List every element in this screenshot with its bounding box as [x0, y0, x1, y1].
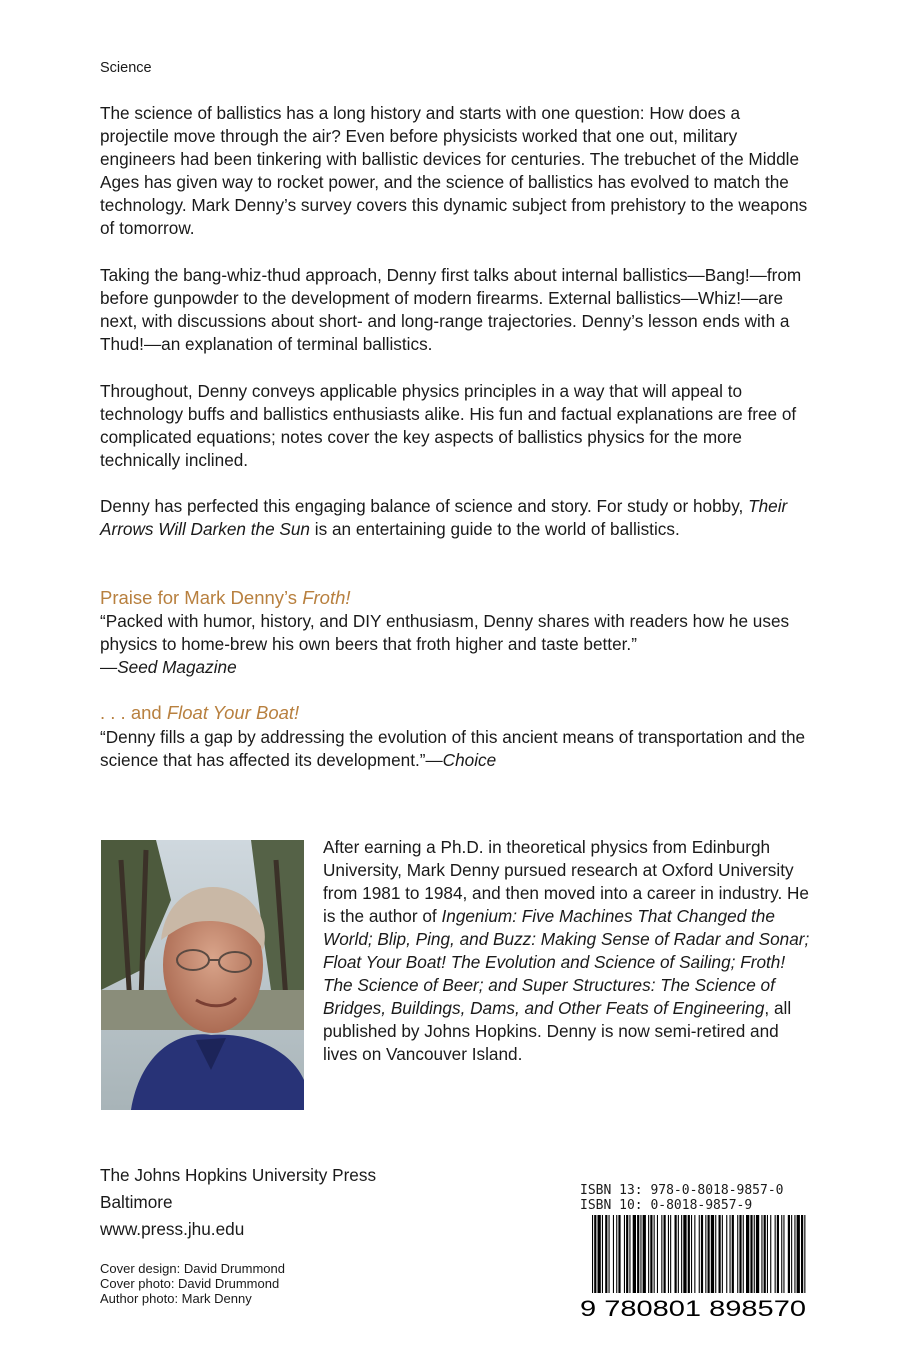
praise-heading-title: Float Your Boat! [166, 702, 300, 723]
description-paragraph-3: Throughout, Denny conveys applicable physics principles in a way that will appeal to technology buffs and ballistics enthusiasts alike. His fun and factual explanations are free of complicated equations; notes cover the key aspects of ballistics physics for the more technically inclined. [100, 381, 797, 470]
credits-block [100, 1261, 285, 1306]
quote-source: Choice [442, 750, 497, 770]
author-photo [101, 840, 304, 1110]
isbn-13: ISBN 13: 978-0-8018-9857-0 [580, 1183, 784, 1198]
bio-outro: , all published by Johns Hopkins. Denny is now semi-retired and lives on Vancouver Island. [323, 998, 792, 1064]
praise-heading-title: Froth! [302, 587, 351, 608]
publisher-name: The Johns Hopkins University Press [100, 1165, 377, 1185]
praise-quote-froth [100, 610, 810, 679]
barcode-digits: 9 780801 898570 [580, 1296, 806, 1318]
description-paragraph-2: Taking the bang-whiz-thud approach, Denny first talks about internal ballistics—Bang!—from before gunpowder to the development of modern firearms. External ballistics—Whiz!—are next, with discussions about short- and long-range trajectories. Denny’s lesson ends with a Thud!—an explanation of terminal ballistics. [100, 265, 802, 354]
cover-photo-credit: Cover photo: David Drummond [100, 1276, 280, 1291]
barcode-bars-icon [578, 1215, 810, 1318]
praise-heading-float-your-boat [100, 702, 299, 724]
praise-heading-prefix: . . . and [100, 702, 167, 723]
cover-design-credit: Cover design: David Drummond [100, 1261, 285, 1276]
category-label: Science [100, 60, 152, 76]
barcode [578, 1215, 810, 1318]
publisher-block [100, 1162, 376, 1243]
author-bio [323, 836, 813, 1066]
bio-books: Ingenium: Five Machines That Changed the World; Blip, Ping, and Buzz: Making Sense of Radar and Sonar; Float Your Boat! The Evolution and Science of Sailing; Froth! The Science of Beer; and Super Structures: The Science of Bridges, Buildings, Dams, and Other Feats of Engineering [323, 906, 810, 1018]
publisher-city: Baltimore [100, 1192, 173, 1212]
praise-quote-float-your-boat [100, 726, 810, 772]
author-photo-credit: Author photo: Mark Denny [100, 1291, 252, 1306]
quote-source-dash: — [100, 657, 118, 677]
praise-heading-prefix: Praise for Mark Denny’s [100, 587, 303, 608]
praise-heading-froth [100, 587, 351, 609]
p4-text-before: Denny has perfected this engaging balance of science and story. For study or hobby, [100, 496, 749, 516]
quote-text: “Packed with humor, history, and DIY enthusiasm, Denny shares with readers how he uses physics to home-brew his own beers that froth higher and taste better.” [100, 611, 790, 654]
book-title: Their Arrows Will Darken the Sun [100, 496, 788, 539]
description-paragraph-1: The science of ballistics has a long history and starts with one question: How does a projectile move through the air? Even before physicists worked that one out, military engineers had been tinkering with ballistic devices for centuries. The trebuchet of the Middle Ages has given way to rocket power, and the science of ballistics has evolved to match the technology. Mark Denny’s survey covers this dynamic subject from prehistory to the weapons of tomorrow. [100, 103, 808, 238]
quote-source: Seed Magazine [117, 657, 237, 677]
description-paragraph-4 [100, 495, 810, 541]
p4-text-after: is an entertaining guide to the world of ballistics. [310, 519, 680, 539]
publisher-url: www.press.jhu.edu [100, 1219, 245, 1239]
isbn-10: ISBN 10: 0-8018-9857-9 [580, 1198, 753, 1213]
bio-intro: After earning a Ph.D. in theoretical physics from Edinburgh University, Mark Denny pursued research at Oxford University from 1981 to 1984, and then moved into a career in industry. He is the author of [323, 837, 809, 926]
quote-source-dash: — [425, 750, 443, 770]
isbn-block [580, 1183, 784, 1213]
quote-text: “Denny fills a gap by addressing the evolution of this ancient means of transportation and the science that has affected its development.” [100, 727, 806, 770]
